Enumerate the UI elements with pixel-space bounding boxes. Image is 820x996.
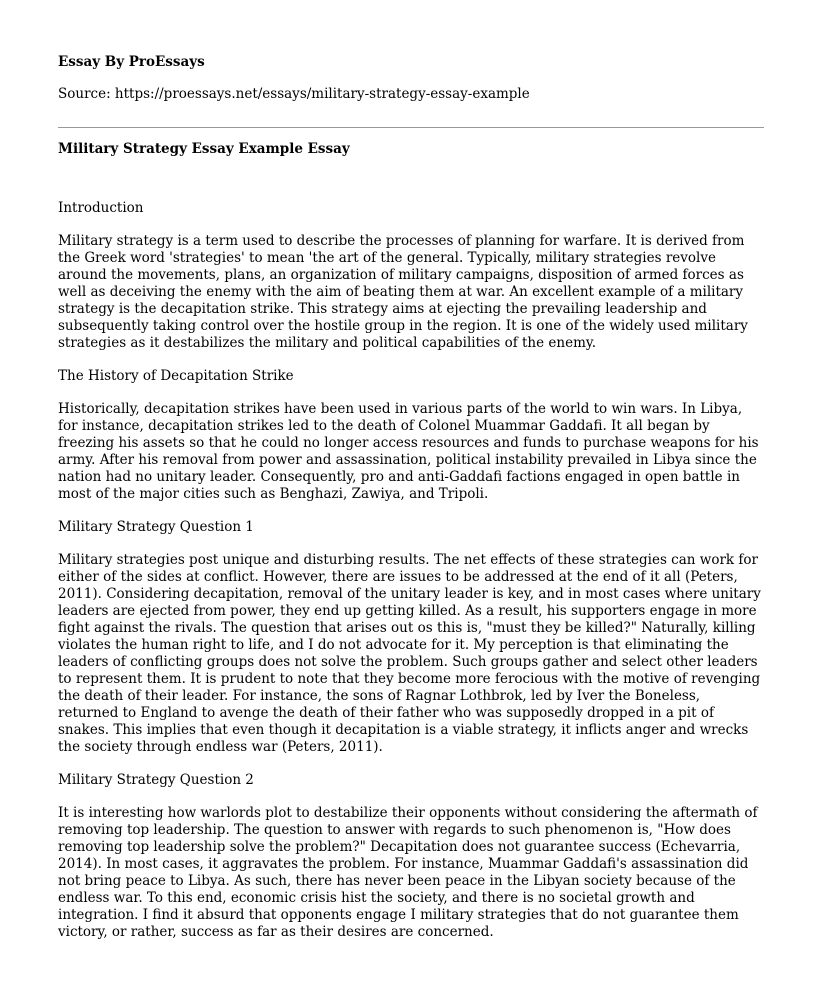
section-text-question-1: Military strategies post unique and disturbing results. The net effects of these strategies can work for either of the sides at conflict. However, there are issues to be addressed at the end of it all (Peters, 2011). Considering decapitation, removal of the unitary leader is key, and in most cases where unitary leaders are ejected from power, they end up getting killed. As a result, his supporters engage in more fight against the rivals. The question that arises out os this is, "must they be killed?" Naturally, killing violates the human right to life, and I do not advocate for it. My perception is that eliminating the leaders of conflicting groups does not solve the problem. Such groups gather and select other leaders to represent them. It is prudent to note that they become more ferocious with the motive of revenging the death of their leader. For instance, the sons of Ragnar Lothbrok, led by Iver the Boneless, returned to England to avenge the death of their father who was supposedly dropped in a pit of snakes. This implies that even though it decapitation is a viable strategy, it inflicts anger and wrecks the society through endless war (Peters, 2011).	[58, 552, 761, 755]
section-text-history: Historically, decapitation strikes have been used in various parts of the world to win wars. In Libya, for instance, decapitation strikes led to the death of Colonel Muammar Gaddafi. It all began by freezing his assets so that he could no longer access resources and funds to purchase weapons for his army. After his removal from power and assassination, political instability prevailed in Libya since the nation had no unitary leader. Consequently, pro and anti-Gaddafi factions engaged in open battle in most of the major cities such as Benghazi, Zawiya, and Tripoli.	[58, 401, 759, 502]
document-source-title: Essay By ProEssays	[58, 54, 205, 70]
header-divider	[58, 127, 764, 128]
section-heading-history: The History of Decapitation Strike	[58, 368, 294, 384]
section-heading-question-2: Military Strategy Question 2	[58, 772, 254, 788]
section-text-introduction: Military strategy is a term used to describe the processes of planning for warfare. It is derived from the Greek word 'strategies' to mean 'the art of the general. Typically, military strategies revolve around the movements, plans, an organization of military campaigns, disposition of armed forces as well as deceiving the enemy with the aim of beating them at war. An excellent example of a military strategy is the decapitation strike. This strategy aims at ejecting the prevailing leadership and subsequently taking control over the hostile group in the region. It is one of the widely used military strategies as it destabilizes the military and political capabilities of the enemy.	[58, 233, 748, 351]
section-heading-introduction: Introduction	[58, 200, 144, 216]
document-source-url: Source: https://proessays.net/essays/military-strategy-essay-example	[58, 86, 530, 102]
section-heading-question-1: Military Strategy Question 1	[58, 519, 254, 535]
essay-title: Military Strategy Essay Example Essay	[58, 141, 350, 157]
essay-content	[58, 200, 764, 957]
section-text-question-2: It is interesting how warlords plot to destabilize their opponents without considering the aftermath of removing top leadership. The question to answer with regards to such phenomenon is, "How does removing top leadership solve the problem?" Decapitation does not guarantee success (Echevarria, 2014). In most cases, it aggravates the problem. For instance, Muammar Gaddafi's assassination did not bring peace to Libya. As such, there has never been peace in the Libyan society because of the endless war. To this end, economic crisis hist the society, and there is no societal growth and integration. I find it absurd that opponents engage I military strategies that do not guarantee them victory, or rather, success as far as their desires are concerned.	[58, 805, 758, 940]
